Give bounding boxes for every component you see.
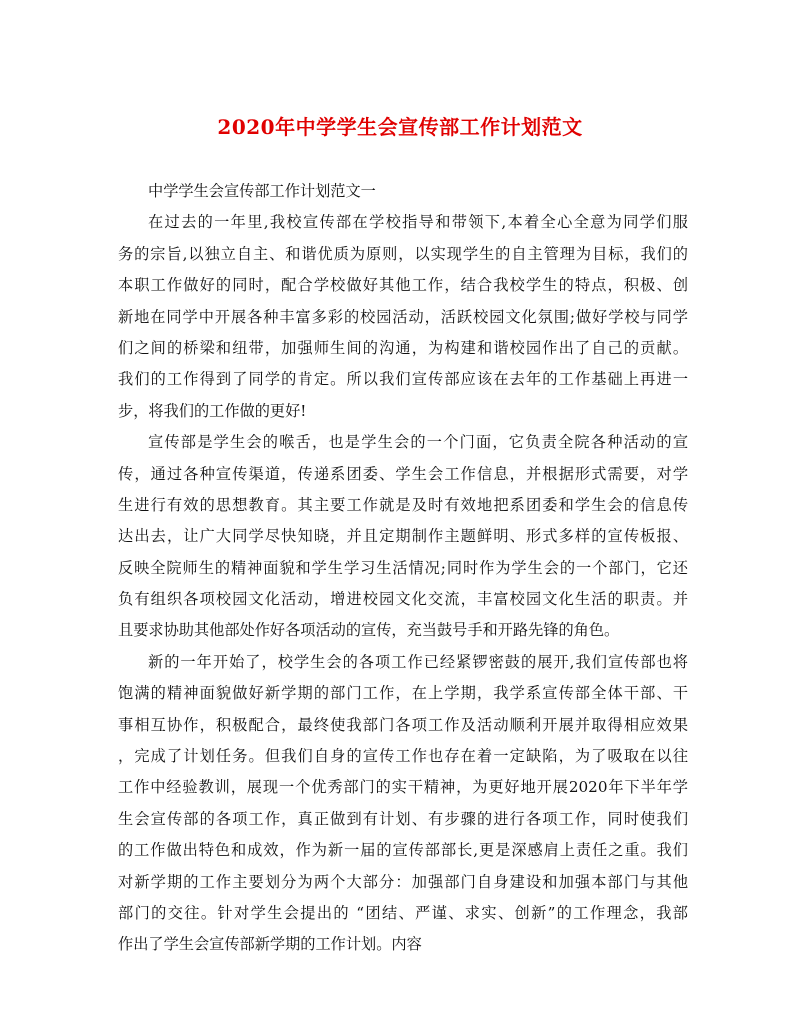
text-line: 新的一年开始了，校学生会的各项工作已经紧锣密鼓的展开,我们宣传部也将	[148, 652, 688, 671]
text-line: 本职工作做好的同时，配合学校做好其他工作，结合我校学生的特点，积极、创	[118, 276, 688, 295]
text-line: 务的宗旨,以独立自主、和谐优质为原则，以实现学生的自主管理为目标，我们的	[118, 244, 688, 263]
text-line: 传，通过各种宣传渠道，传递系团委、学生会工作信息，并根据形式需要，对学	[118, 464, 688, 483]
text-line: 工作中经验教训，展现一个优秀部门的实干精神，为更好地开展2020年下半年学	[118, 778, 688, 797]
text-line: 宣传部是学生会的喉舌，也是学生会的一个门面，它负责全院各种活动的宣	[148, 433, 688, 452]
text-line: 负有组织各项校园文化活动，增进校园文化交流，丰富校园文化生活的职责。并	[118, 590, 688, 609]
text-line: 事相互协作，积极配合，最终使我部门各项工作及活动顺利开展并取得相应效果	[118, 715, 688, 734]
text-line: 且要求协助其他部处作好各项活动的宣传，充当鼓号手和开路先锋的角色。	[118, 621, 620, 640]
paragraph-p1	[118, 207, 688, 427]
text-line: 作出了学生会宣传部新学期的工作计划。内容	[118, 935, 422, 954]
paragraph-p2	[118, 427, 688, 647]
document-title: 2020年中学学生会宣传部工作计划范文	[217, 115, 583, 139]
text-line: 生会宣传部的各项工作，真正做到有计划、有步骤的进行各项工作，同时使我们	[118, 809, 688, 828]
text-line: 我们的工作得到了同学的肯定。所以我们宣传部应该在去年的工作基础上再进一	[118, 370, 688, 389]
text-line: 中学学生会宣传部工作计划范文一	[148, 182, 376, 200]
text-line: 达出去，让广大同学尽快知晓，并且定期制作主题鲜明、形式多样的宣传板报、	[118, 527, 688, 546]
text-line: 步，将我们的工作做的更好!	[118, 401, 307, 420]
paragraph-p3	[118, 647, 688, 961]
paragraph-heading	[118, 176, 688, 207]
text-line: 们之间的桥梁和纽带，加强师生间的沟通，为构建和谐校园作出了自己的贡献。	[118, 338, 688, 357]
text-line: 的工作做出特色和成效，作为新一届的宣传部部长,更是深感肩上责任之重。我们	[118, 841, 688, 860]
document-body	[118, 176, 688, 961]
text-line: 新地在同学中开展各种丰富多彩的校园活动，活跃校园文化氛围;做好学校与同学	[118, 307, 688, 326]
text-line: 部门的交往。针对学生会提出的 “团结、严谨、求实、创新”的工作理念，我部	[118, 903, 688, 922]
text-line: 饱满的精神面貌做好新学期的部门工作，在上学期，我学系宣传部全体干部、干	[118, 684, 688, 703]
text-line: ，完成了计划任务。但我们自身的宣传工作也存在着一定缺陷，为了吸取在以往	[118, 747, 688, 766]
text-line: 对新学期的工作主要划分为两个大部分：加强部门自身建设和加强本部门与其他	[118, 872, 688, 891]
text-line: 生进行有效的思想教育。其主要工作就是及时有效地把系团委和学生会的信息传	[118, 495, 688, 514]
text-line: 反映全院师生的精神面貌和学生学习生活情况;同时作为学生会的一个部门，它还	[118, 558, 688, 577]
text-line: 在过去的一年里,我校宣传部在学校指导和带领下,本着全心全意为同学们服	[148, 213, 688, 232]
